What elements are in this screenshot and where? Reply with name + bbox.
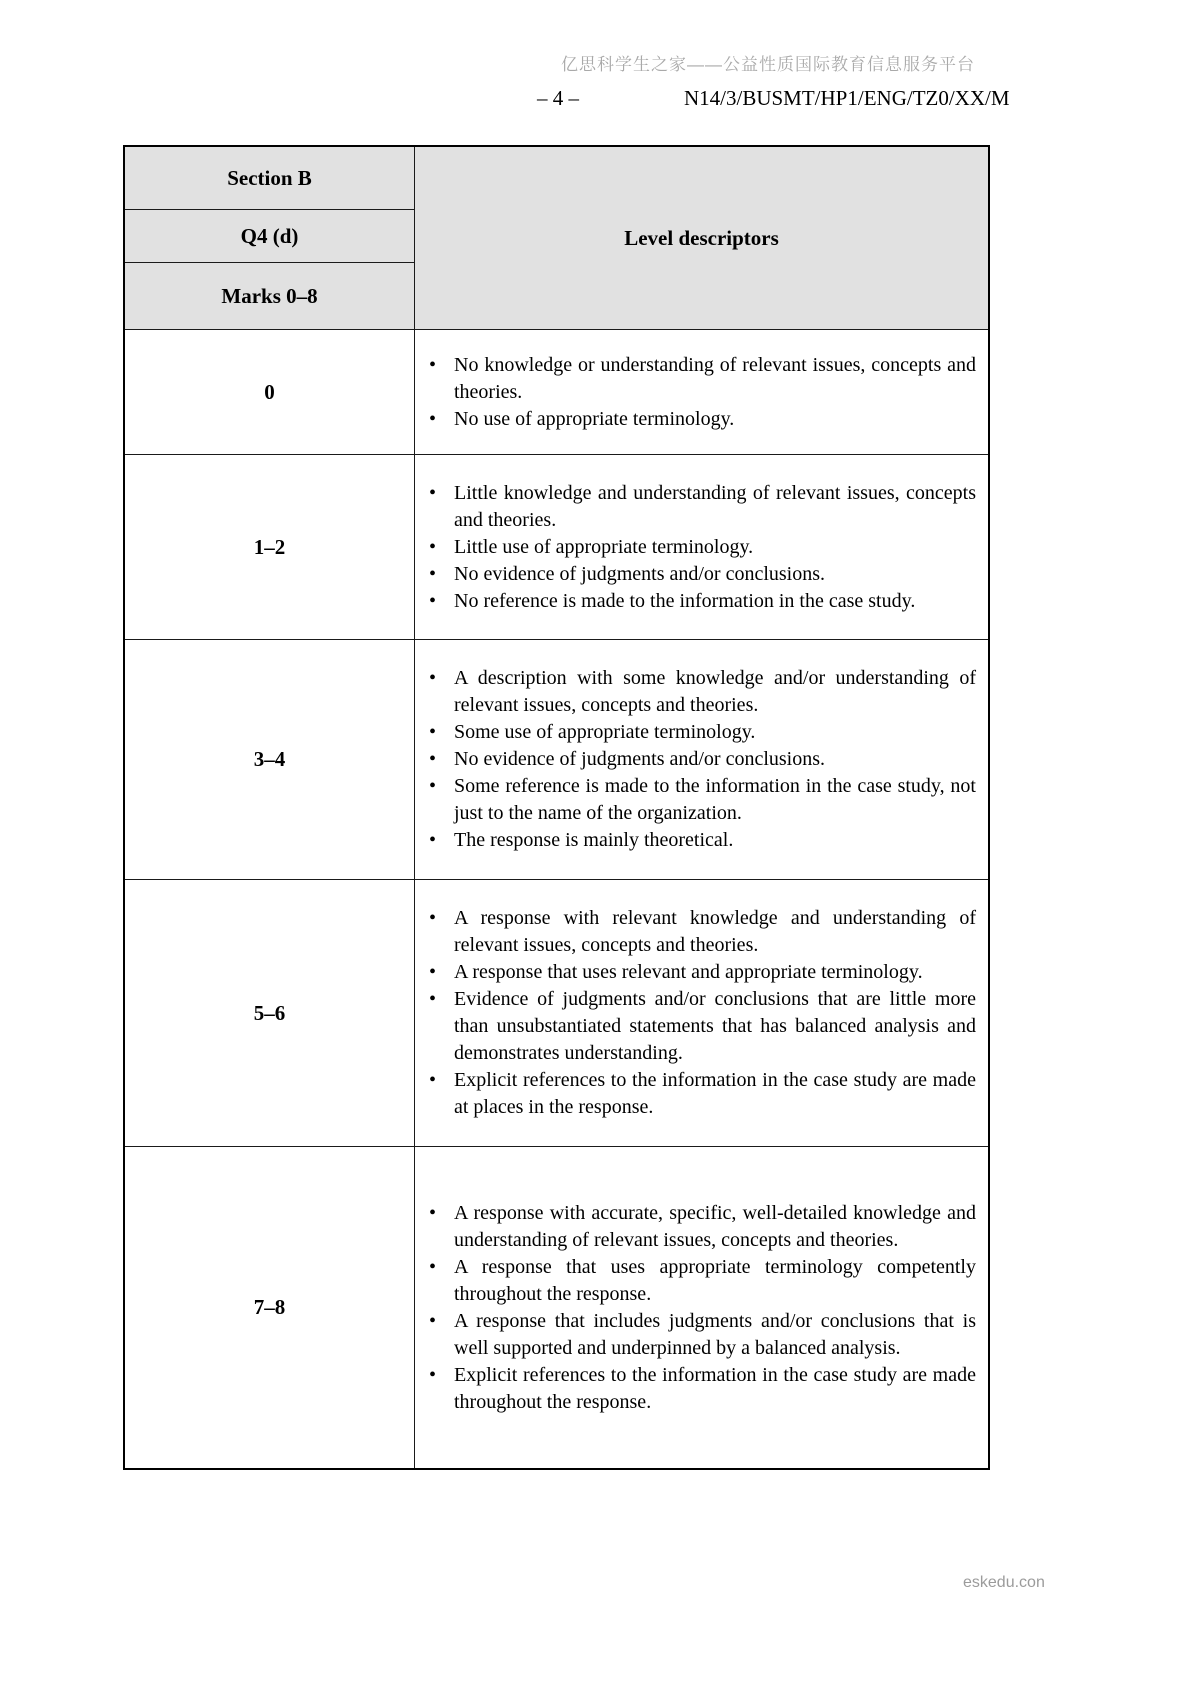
descriptor-text: Explicit references to the information in the case study are made at places in the response. — [454, 1069, 976, 1118]
descriptor-text: A response that uses appropriate terminology competently throughout the response. — [454, 1255, 976, 1305]
table-row — [124, 1147, 989, 1470]
question-header-cell: Q4 (d) — [124, 210, 415, 263]
descriptor-text: Little knowledge and understanding of relevant issues, concepts and theories. — [454, 481, 976, 531]
bullet-icon: • — [429, 1255, 437, 1278]
descriptor-text: No knowledge or understanding of relevant issues, concepts and theories. — [454, 353, 976, 403]
marks-cell: 5–6 — [124, 880, 415, 1147]
list-item — [415, 746, 976, 773]
bullet-icon: • — [429, 1069, 437, 1091]
list-item — [415, 986, 976, 1067]
list-item — [415, 1254, 976, 1308]
descriptor-text: Some use of appropriate terminology. — [454, 721, 756, 743]
bullet-icon: • — [429, 1363, 437, 1386]
list-item — [415, 827, 976, 854]
bullet-icon: • — [429, 407, 437, 430]
bullet-icon: • — [429, 535, 437, 558]
descriptor-list — [415, 1200, 976, 1416]
list-item — [415, 561, 976, 588]
descriptor-text: No evidence of judgments and/or conclusions. — [454, 562, 826, 585]
descriptor-text: A response that uses relevant and appropriate terminology. — [454, 961, 923, 983]
descriptors-cell — [415, 880, 990, 1147]
bullet-icon: • — [429, 353, 437, 376]
bullet-icon: • — [429, 907, 437, 929]
table-row — [124, 880, 989, 1147]
bottom-watermark: eskedu.con — [963, 1574, 1045, 1591]
descriptor-text: No evidence of judgments and/or conclusions. — [454, 748, 826, 770]
descriptors-cell — [415, 1147, 990, 1470]
bullet-icon: • — [429, 667, 437, 689]
bullet-icon: • — [429, 721, 437, 743]
descriptor-text: A response with accurate, specific, well-detailed knowledge and understanding of relevant issues, concepts and theories. — [454, 1201, 976, 1251]
marks-cell: 0 — [124, 330, 415, 455]
table-row — [124, 640, 989, 880]
list-item — [415, 534, 976, 561]
list-item — [415, 959, 976, 986]
descriptor-text: Evidence of judgments and/or conclusions that are little more than unsubstantiated statements that has balanced analysis and demonstrates understanding. — [454, 988, 976, 1064]
marks-cell: 3–4 — [124, 640, 415, 880]
section-header-cell: Section B — [124, 146, 415, 210]
page-number: – 4 – — [537, 86, 579, 110]
descriptor-text: A response that includes judgments and/or conclusions that is well supported and underpinned by a balanced analysis. — [454, 1309, 976, 1359]
descriptor-text: No use of appropriate terminology. — [454, 407, 735, 430]
list-item — [415, 773, 976, 827]
descriptor-text: Explicit references to the information in the case study are made throughout the response. — [454, 1363, 976, 1413]
list-item — [415, 905, 976, 959]
descriptor-list — [415, 905, 976, 1121]
bullet-icon: • — [429, 589, 437, 612]
bullet-icon: • — [429, 988, 437, 1010]
bullet-icon: • — [429, 481, 437, 504]
bullet-icon: • — [429, 829, 437, 851]
descriptor-list — [415, 665, 976, 854]
descriptors-cell — [415, 455, 990, 640]
marks-cell: 1–2 — [124, 455, 415, 640]
descriptor-text: Little use of appropriate terminology. — [454, 535, 754, 558]
bullet-icon: • — [429, 748, 437, 770]
descriptor-text: Some reference is made to the information in the case study, not just to the name of the organization. — [454, 775, 976, 824]
bullet-icon: • — [429, 775, 437, 797]
bullet-icon: • — [429, 1201, 437, 1224]
list-item — [415, 406, 976, 433]
level-descriptors-header-cell: Level descriptors — [415, 146, 990, 330]
descriptor-text: The response is mainly theoretical. — [454, 829, 734, 851]
top-watermark: 亿思科学生之家——公益性质国际教育信息服务平台 — [561, 55, 975, 74]
marks-range-header-cell: Marks 0–8 — [124, 263, 415, 330]
list-item — [415, 1200, 976, 1254]
table-row — [124, 455, 989, 640]
list-item — [415, 719, 976, 746]
list-item — [415, 1308, 976, 1362]
list-item — [415, 1067, 976, 1121]
marks-cell: 7–8 — [124, 1147, 415, 1470]
list-item — [415, 480, 976, 534]
descriptor-text: No reference is made to the information in the case study. — [454, 589, 916, 612]
list-item — [415, 588, 976, 615]
descriptor-text: A response with relevant knowledge and understanding of relevant issues, concepts and theories. — [454, 907, 976, 956]
list-item — [415, 1362, 976, 1416]
list-item — [415, 665, 976, 719]
descriptor-list — [415, 352, 976, 433]
level-descriptors-table — [123, 145, 990, 1470]
header-row-section — [124, 146, 989, 210]
descriptor-list — [415, 480, 976, 615]
bullet-icon: • — [429, 961, 437, 983]
descriptors-cell — [415, 330, 990, 455]
table-row — [124, 330, 989, 455]
bullet-icon: • — [429, 562, 437, 585]
paper-code: N14/3/BUSMT/HP1/ENG/TZ0/XX/M — [684, 86, 1010, 110]
descriptors-cell — [415, 640, 990, 880]
list-item — [415, 352, 976, 406]
bullet-icon: • — [429, 1309, 437, 1332]
descriptor-text: A description with some knowledge and/or understanding of relevant issues, concepts and theories. — [454, 667, 976, 716]
